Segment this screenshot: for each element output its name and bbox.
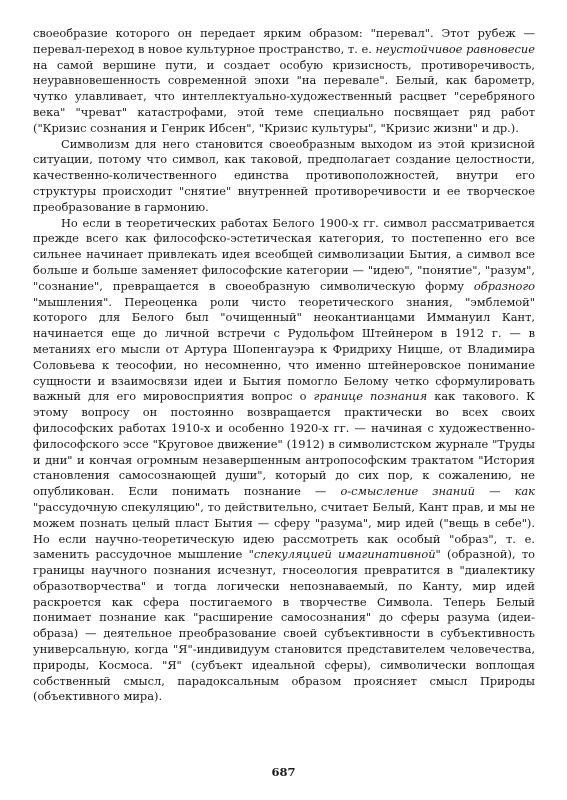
- page-number: 687: [271, 765, 296, 779]
- text-run: на самой вершине пути, и создает особую кризисность, противоречивость, неуравновешенность современной эпохи "на перевале". Белый, как барометр, чутко улавливает, что интеллектуально-художественный расцвет "серебряного века" "чреват" катастрофами, этой теме специально посвящает ряд работ ("Кризис сознания и Генрик Ибсен", "Кризис культуры", "Кризис жизни" и др.).: [33, 57, 535, 135]
- italic-text: образного: [473, 278, 535, 293]
- text-run: Символизм для него становится своеобразным выходом из этой кризисной ситуации, потому что символ, как таковой, предполагает создание целостности, качественно-количественного единства противоположностей, внутри его структуры происходит "снятие" внутренней противоречивости и ее творческое преобразование в гармонию.: [33, 136, 535, 214]
- text-run: своеобразие которого он передает ярким образом: "перевал". Этот рубеж — перевал-переход в новое культурное пространство, т. е.: [33, 26, 535, 56]
- italic-text: границе познания: [313, 389, 428, 404]
- text-run: Но если в теоретических работах Белого 1900-х гг. символ рассматривается прежде всего как философско-эстетическая категория, то постепенно его все сильнее начинает привлекать идея всеобщей символизации Бытия, а символ все больше и больше заменяет философские категории — "идею", "понятие", "разум", "сознание", превращается в своеобразную символическую форму: [33, 215, 535, 293]
- italic-text: как: [514, 484, 535, 499]
- italic-text: неустойчивое равновесие: [375, 41, 535, 56]
- italic-text: о-смысление знаний: [340, 484, 475, 499]
- italic-text: "спекуляцией имагинативной": [248, 547, 441, 562]
- text-run: —: [474, 484, 515, 499]
- paragraph: [33, 216, 535, 706]
- paragraph: [33, 26, 535, 137]
- text-run: "рассудочную спекуляцию", то действительно, считает Белый, Кант прав, и мы не можем познать целый пласт Бытия — сферу "разума", мир идей ("вещь в себе"). Но если научно-теоретическую идею рассмотреть как особый "образ", т. е. заменить рассудочное мышление: [33, 499, 535, 562]
- text-run: "мышления". Переоценка роли чисто теоретического знания, "эмблемой" которого для Белого был "очищенный" неокантианцами Иммануил Кант, начинается еще до личной встречи с Рудольфом Штейнером в 1912 г. — в метаниях его мысли от Артура Шопенгауэра к Фридриху Ницше, от Владимира Соловьева к теософии, но несомненно, что именно штейнеровское понимание сущности и взаимосвязи идеи и Бытия помогло Белому четко сформулировать важный для его мировосприятия вопрос о: [33, 294, 535, 404]
- body-text: [33, 26, 535, 705]
- paragraph: [33, 137, 535, 216]
- text-run: как такового. К этому вопросу он постоянно возвращается практически во всех своих философских работах 1910-х и особенно 1920-х гг. — начиная с художественно-философского эссе "Круговое движение" (1912) в символистском журнале "Труды и дни" и кончая огромным незавершенным антропософским трактатом "История становления самосознающей души", который до сих пор, к сожалению, не опубликован. Если понимать познание —: [33, 389, 535, 499]
- text-run: (образной), то границы научного познания исчезнут, гносеология превратится в "диалектику образотворчества" и тогда логически непознаваемый, по Канту, мир идей раскроется как сфера постигаемого в творчестве Символа. Теперь Белый понимает познание как "расширение самосознания" до сферы разума (идеи-образа) — деятельное преобразование своей субъективности в субъективность универсальную, когда "Я"-индивидуум становится представителем человечества, природы, Космоса. "Я" (субъект идеальной сферы), символически воплощая собственный смысл, парадоксальным образом проясняет смысл Природы (объективного мира).: [33, 547, 535, 704]
